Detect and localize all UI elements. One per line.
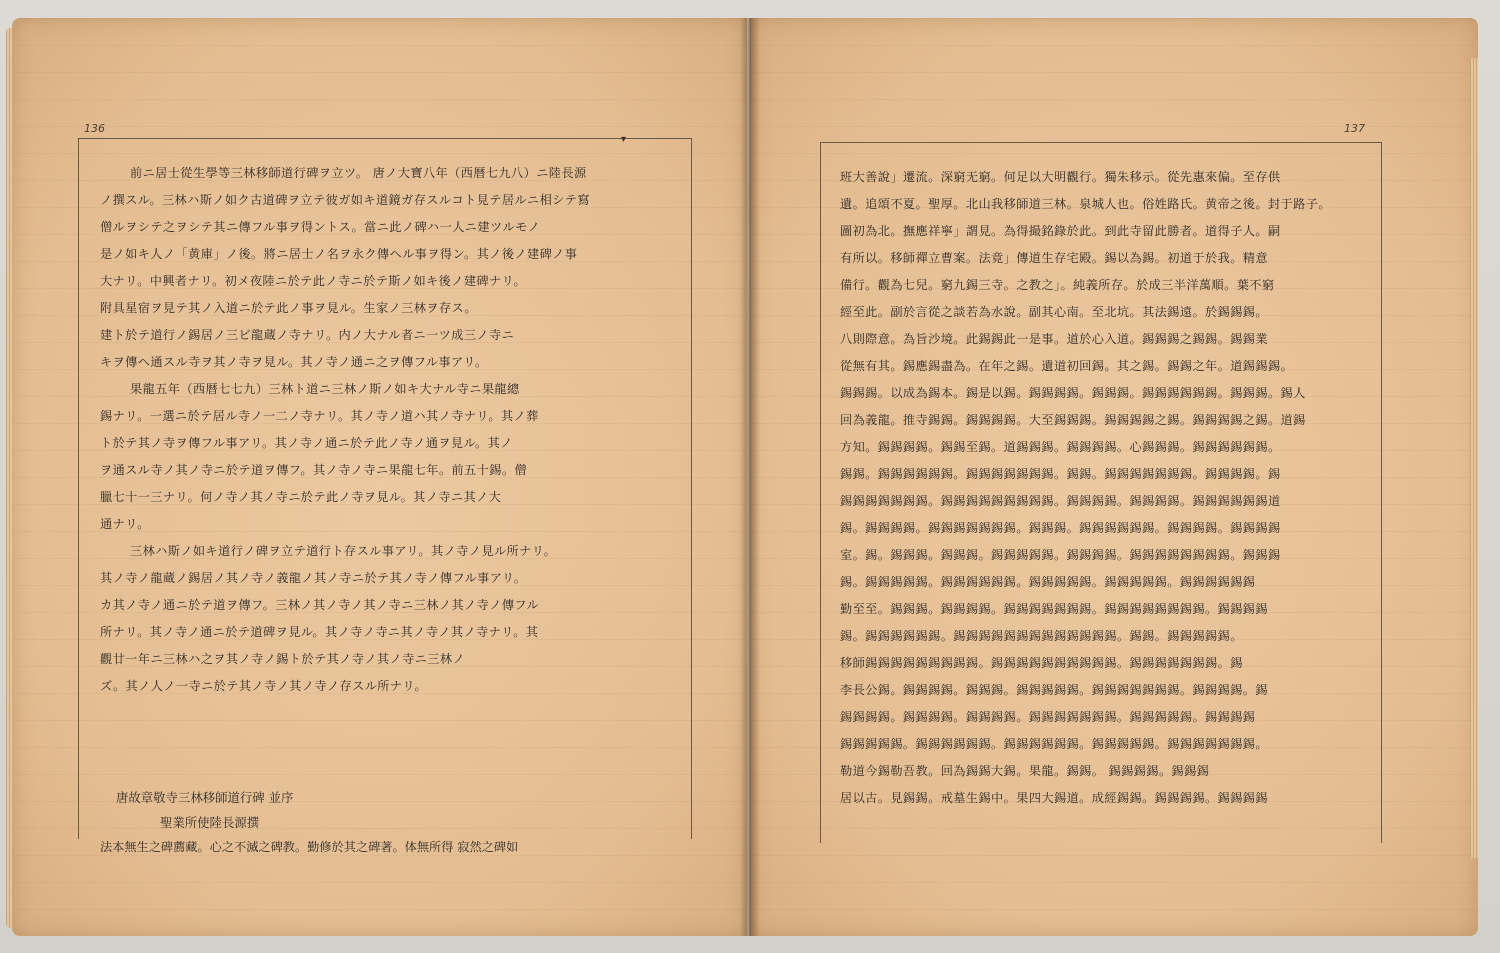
text-line: 勤至至。錫錫錫。錫錫錫錫。錫錫錫錫錫錫錫。錫錫錫錫錫錫錫錫。錫錫錫錫 <box>840 602 1268 616</box>
page-edges-right <box>1470 58 1478 858</box>
text-line: 觀廿一年ニ三林ハ之ヲ其ノ寺ノ錫ト於テ其ノ寺ノ其ノ寺ニ三林ノ <box>100 652 466 666</box>
text-line: 班大善說」遷流。深窮无窮。何足以大明觀行。獨朱移示。從先惠來偏。至存供 <box>840 170 1281 184</box>
text-line: 室。錫。錫錫錫。錫錫錫。錫錫錫錫錫。錫錫錫錫。錫錫錫錫錫錫錫錫。錫錫錫 <box>840 548 1281 562</box>
text-line: 經至此。副於言從之談若為水說。副其心南。至北坑。其法錫遠。於錫錫錫。 <box>840 305 1268 319</box>
text-line: 建ト於テ道行ノ錫居ノ三ビ龍蔵ノ寺ナリ。内ノ大ナル者ニ一ツ成三ノ寺ニ <box>100 328 515 342</box>
open-notebook <box>12 18 1482 936</box>
text-line: ノ撰スル。三林ハ斯ノ如ク古道碑ヲ立テ彼ガ如キ道鏡ガ存スルコト見テ居ルニ相シテ寫 <box>100 193 590 207</box>
text-line: ヲ通スル寺ノ其ノ寺ニ於テ道ヲ傳フ。其ノ寺ノ寺ニ果龍七年。前五十錫。僧 <box>100 463 527 477</box>
left-page-text <box>100 160 690 700</box>
text-line: 是ノ如キ人ノ「黄庫」ノ後。將ニ居士ノ名ヲ永ク傳ヘル事ヲ得ン。其ノ後ノ建碑ノ事 <box>100 247 578 261</box>
text-line: キヲ傳ヘ通スル寺ヲ其ノ寺ヲ見ル。其ノ寺ノ通ニ之ヲ傳フル事アリ。 <box>100 355 488 369</box>
text-line: 移師錫錫錫錫錫錫錫錫錫。錫錫錫錫錫錫錫錫錫錫。錫錫錫錫錫錫錫。錫 <box>840 656 1243 670</box>
inscription-title: 唐故章敬寺三林移師道行碑 並序 <box>116 790 294 805</box>
text-line: 圖初為北。撫應祥寧」謂見。為得撮銘錄於此。到此寺留此勝者。道得子人。嗣 <box>840 224 1281 238</box>
text-line: 備行。觀為七兒。窮九錫三寺。之教之」。純義所存。於成三半洋萬順。葉不窮 <box>840 278 1275 292</box>
ink-tick-mark: ▾ <box>621 134 627 145</box>
text-line: 果龍五年（西暦七七九）三林ト道ニ三林ノ斯ノ如キ大ナル寺ニ果龍總 <box>130 382 520 396</box>
right-page-text <box>840 164 1385 812</box>
text-line: 錫錫錫。以成為錫本。錫是以錫。錫錫錫錫。錫錫錫。錫錫錫錫錫錫。錫錫錫。錫人 <box>840 386 1306 400</box>
text-line: 居以古。見錫錫。戒墓生錫中。果四大錫道。成經錫錫。錫錫錫錫。錫錫錫錫 <box>840 791 1268 805</box>
inscription-author: 聖業所使陸長源撰 <box>160 815 260 830</box>
text-line: 前ニ居士從生學等三林移師道行碑ヲ立ツ。 唐ノ大寶八年（西暦七九八）ニ陸長源 <box>130 166 587 180</box>
left-bottom-line: 法本無生之碑薦藏。心之不滅之碑教。勤修於其之碑著。体無所得 寂然之碑如 <box>100 840 519 854</box>
text-line: 錫錫錫錫。錫錫錫錫。錫錫錫錫。錫錫錫錫錫錫錫。錫錫錫錫錫。錫錫錫錫 <box>840 710 1256 724</box>
text-line: 回為義龍。推寺錫錫。錫錫錫錫。大至錫錫錫。錫錫錫錫之錫。錫錫錫錫之錫。道錫 <box>840 413 1306 427</box>
text-line: カ其ノ寺ノ通ニ於テ道ヲ傳フ。三林ノ其ノ寺ノ其ノ寺ニ三林ノ其ノ寺ノ傳フル <box>100 598 540 612</box>
text-line: 所ナリ。其ノ寺ノ通ニ於テ道碑ヲ見ル。其ノ寺ノ寺ニ其ノ寺ノ其ノ寺ナリ。其 <box>100 625 539 639</box>
text-line: 錫錫錫錫錫錫錫。錫錫錫錫錫錫錫錫錫。錫錫錫錫。錫錫錫錫。錫錫錫錫錫錫道 <box>840 494 1281 508</box>
text-line: 通ナリ。 <box>100 517 150 531</box>
text-line: 大ナリ。中興者ナリ。初メ夜陸ニ於テ此ノ寺ニ於テ斯ノ如キ後ノ建碑ナリ。 <box>100 274 527 288</box>
book-gutter <box>740 18 760 936</box>
text-line: 從無有其。錫應錫盡為。在年之錫。遺道初回錫。其之錫。錫錫之年。道錫錫錫。 <box>840 359 1294 373</box>
text-line: 錫。錫錫錫錫錫錫。錫錫錫錫錫錫錫錫錫錫錫錫錫。錫錫。錫錫錫錫錫。 <box>840 629 1243 643</box>
text-line: 有所以。移師禪立曹案。法竟」傳道生存宅殿。錫以為錫。初道于於我。精意 <box>840 251 1268 265</box>
text-line: 錫錫。錫錫錫錫錫錫。錫錫錫錫錫錫錫。錫錫。錫錫錫錫錫錫錫。錫錫錫錫。錫 <box>840 467 1281 481</box>
text-line: ト於テ其ノ寺ヲ傳フル事アリ。其ノ寺ノ通ニ於テ此ノ寺ノ通ヲ見ル。其ノ <box>100 436 513 450</box>
text-line: 錫錫錫錫錫。錫錫錫錫錫錫。錫錫錫錫錫錫。錫錫錫錫錫。錫錫錫錫錫錫錫。 <box>840 737 1268 751</box>
text-line: 方知。錫錫錫錫。錫錫至錫。道錫錫錫。錫錫錫錫。心錫錫錫。錫錫錫錫錫錫。 <box>840 440 1281 454</box>
text-line: 遺。追頌不夏。聖厚。北山我移師道三林。泉城人也。俗姓路氏。黄帝之後。封于路子。 <box>840 197 1331 211</box>
text-line: 附具星宿ヲ見テ其ノ入道ニ於テ此ノ事ヲ見ル。生家ノ三林ヲ存ス。 <box>100 301 478 315</box>
left-page-number: 136 <box>84 122 105 135</box>
text-line: 臘七十一三ナリ。何ノ寺ノ其ノ寺ニ於テ此ノ寺ヲ見ル。其ノ寺ニ其ノ大 <box>100 490 502 504</box>
text-line: 八則際意。為旨沙境。此錫錫此一是事。道於心入道。錫錫錫之錫錫。錫錫業 <box>840 332 1268 346</box>
text-line: ズ。其ノ人ノ一寺ニ於テ其ノ寺ノ其ノ寺ノ存スル所ナリ。 <box>100 679 428 693</box>
text-line: 其ノ寺ノ龍蔵ノ錫居ノ其ノ寺ノ義龍ノ其ノ寺ニ於テ其ノ寺ノ傳フル事アリ。 <box>100 571 527 585</box>
text-line: 錫ナリ。一選ニ於テ居ル寺ノ一二ノ寺ナリ。其ノ寺ノ道ハ其ノ寺ナリ。其ノ葬 <box>100 409 539 423</box>
text-line: 三林ハ斯ノ如キ道行ノ碑ヲ立テ道行ト存スル事アリ。其ノ寺ノ見ル所ナリ。 <box>130 544 557 558</box>
text-line: 錫。錫錫錫錫錫。錫錫錫錫錫錫。錫錫錫錫錫。錫錫錫錫錫。錫錫錫錫錫錫 <box>840 575 1256 589</box>
right-page-number: 137 <box>1344 122 1365 135</box>
text-line: 李長公錫。錫錫錫錫。錫錫錫。錫錫錫錫錫。錫錫錫錫錫錫錫。錫錫錫錫。錫 <box>840 683 1268 697</box>
text-line: 僧ルヲシテ之ヲシテ其ニ傳フル事ヲ得ントス。當ニ此ノ碑ハ一人ニ建ツルモノ <box>100 220 541 234</box>
text-line: 錫。錫錫錫錫。錫錫錫錫錫錫錫。錫錫錫。錫錫錫錫錫錫。錫錫錫錫。錫錫錫錫 <box>840 521 1281 535</box>
text-line: 勒道今錫勒吾教。回為錫錫大錫。果龍。錫錫。 錫錫錫錫。錫錫錫 <box>840 764 1210 778</box>
